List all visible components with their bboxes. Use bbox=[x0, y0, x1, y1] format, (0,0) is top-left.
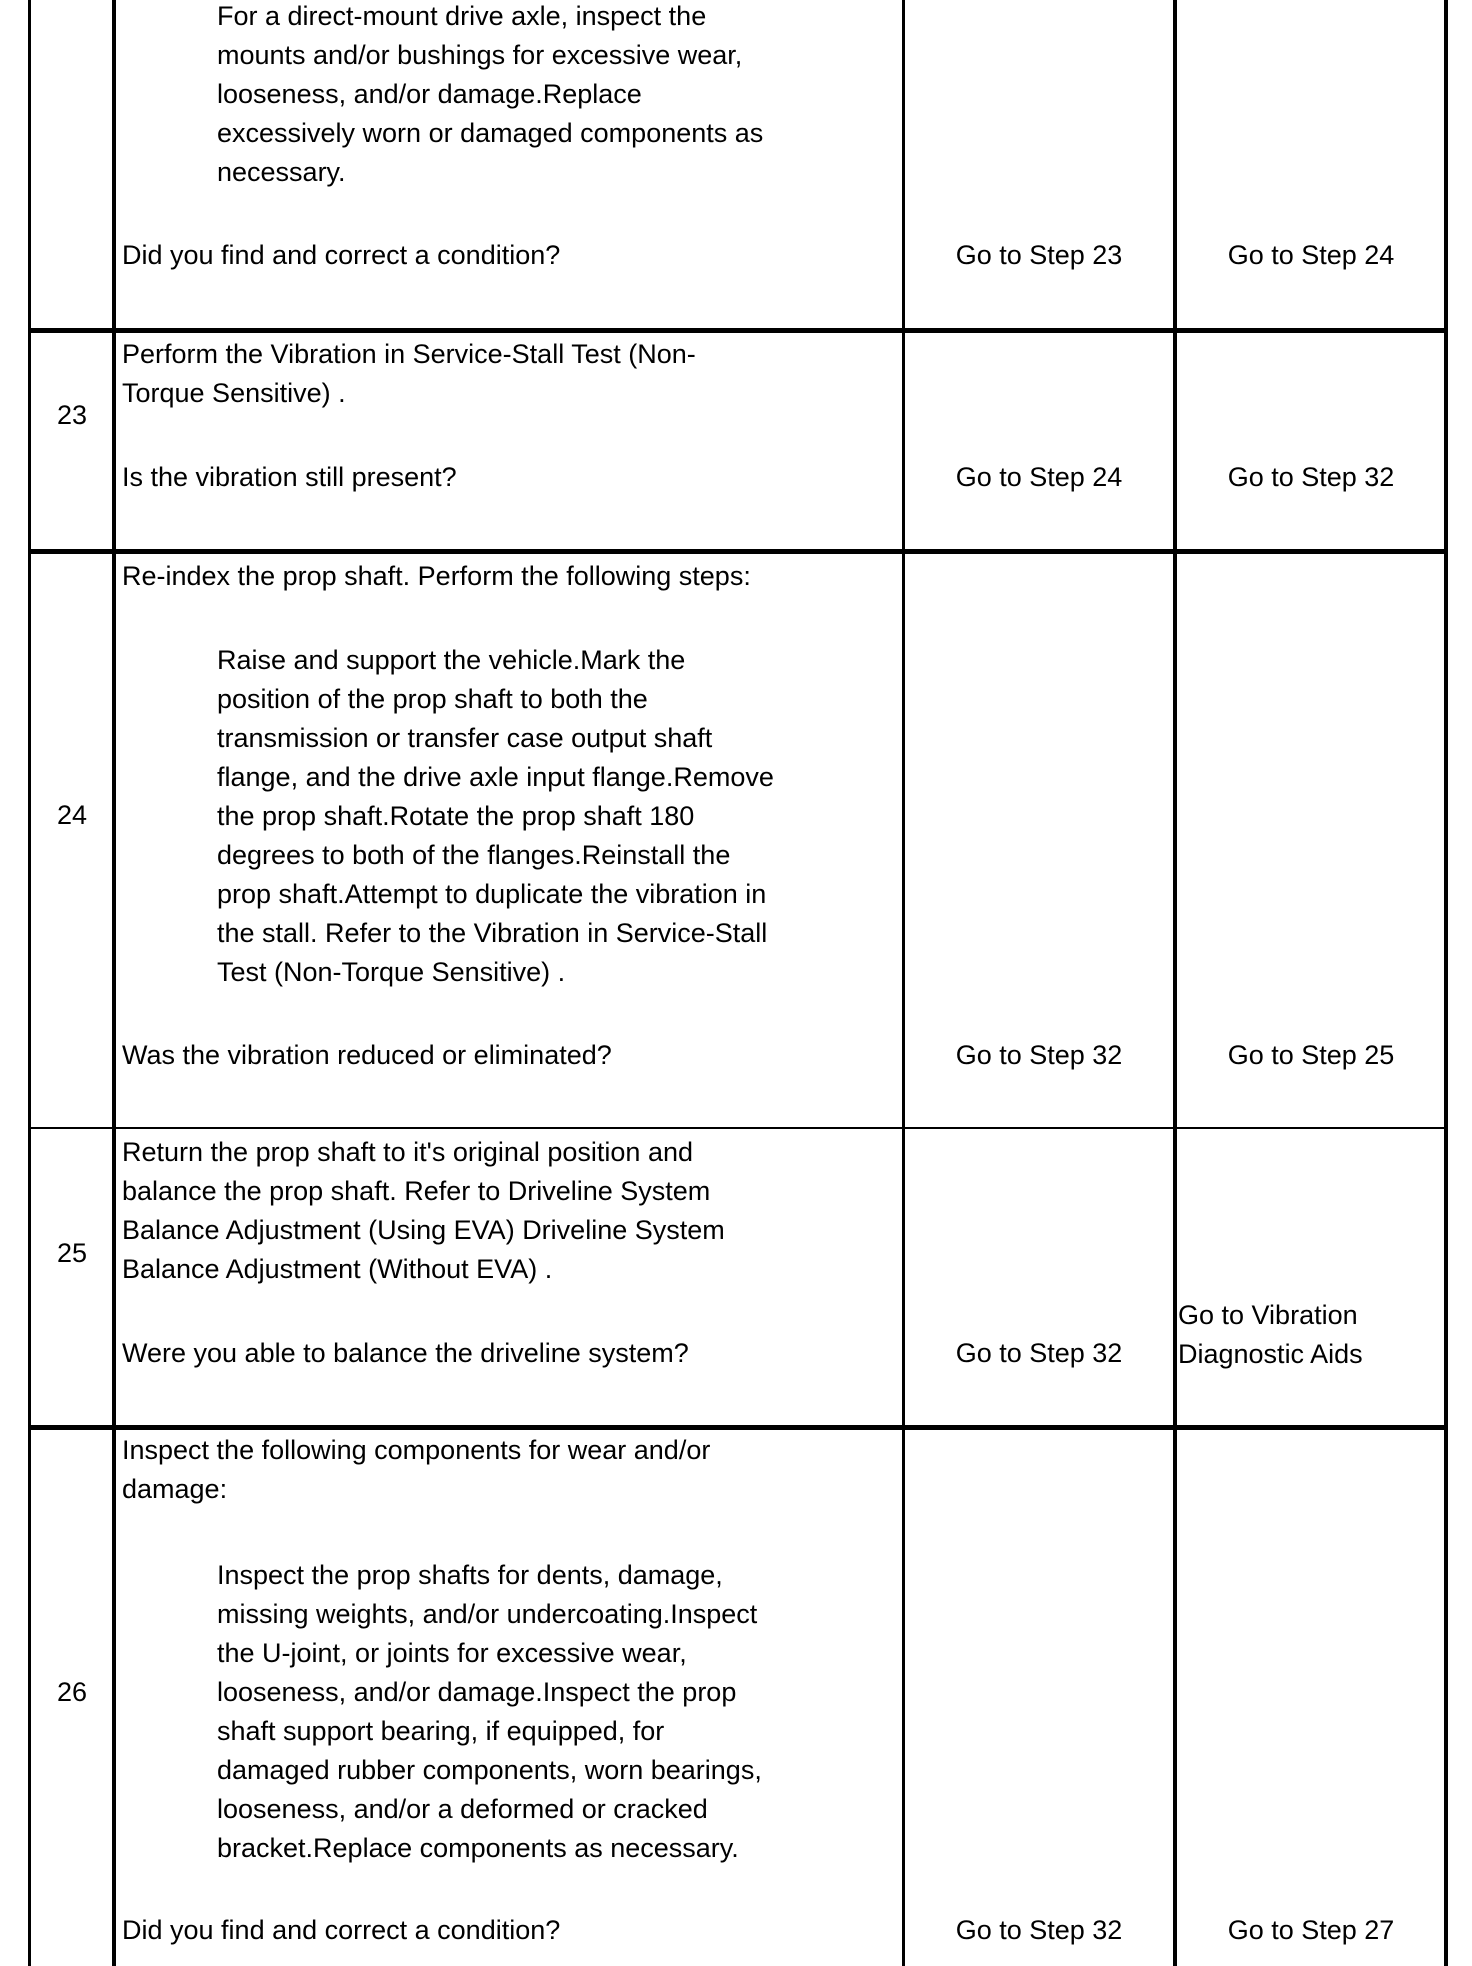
no-action-line: Go to Step 24 bbox=[1227, 240, 1395, 270]
detail-line: flange, and the drive axle input flange.Remove bbox=[217, 762, 774, 792]
detail-line: looseness, and/or damage.Replace bbox=[217, 79, 642, 109]
instruction-line: Balance Adjustment (Without EVA) . bbox=[122, 1254, 553, 1284]
step-question: Were you able to balance the driveline system? bbox=[122, 1338, 689, 1368]
table-border-left bbox=[28, 0, 31, 1966]
detail-line: transmission or transfer case output shaft bbox=[217, 723, 713, 753]
no-action-line: Go to Step 27 bbox=[1227, 1915, 1395, 1945]
column-divider bbox=[902, 0, 905, 1966]
no-action-line: Go to Step 25 bbox=[1227, 1040, 1395, 1070]
yes-action: Go to Step 32 bbox=[955, 1040, 1123, 1070]
detail-line: missing weights, and/or undercoating.Inspect bbox=[217, 1599, 758, 1629]
yes-action: Go to Step 32 bbox=[955, 1338, 1123, 1368]
no-action bbox=[1175, 236, 1447, 275]
instruction-line: Re-index the prop shaft. Perform the following steps: bbox=[122, 561, 751, 591]
no-action bbox=[1175, 1036, 1447, 1075]
detail-line: bracket.Replace components as necessary. bbox=[217, 1833, 739, 1863]
detail-line: Test (Non-Torque Sensitive) . bbox=[217, 957, 566, 987]
row-divider bbox=[30, 1127, 1447, 1129]
detail-line: damaged rubber components, worn bearings, bbox=[217, 1755, 762, 1785]
step-question: Did you find and correct a condition? bbox=[122, 240, 561, 270]
no-action-line: Go to Vibration bbox=[1178, 1300, 1358, 1330]
detail-line: necessary. bbox=[217, 157, 346, 187]
detail-line: shaft support bearing, if equipped, for bbox=[217, 1716, 665, 1746]
yes-action: Go to Step 24 bbox=[955, 462, 1123, 492]
detail-line: the stall. Refer to the Vibration in Service-Stall bbox=[217, 918, 768, 948]
step-instruction bbox=[122, 335, 696, 413]
detail-line: the prop shaft.Rotate the prop shaft 180 bbox=[217, 801, 695, 831]
step-details bbox=[217, 1556, 762, 1868]
row-divider bbox=[30, 328, 1447, 333]
no-action bbox=[1178, 1296, 1363, 1374]
no-action bbox=[1175, 1911, 1447, 1950]
instruction-line: Balance Adjustment (Using EVA) Driveline System bbox=[122, 1215, 725, 1245]
step-number: 25 bbox=[56, 1238, 88, 1268]
detail-line: prop shaft.Attempt to duplicate the vibration in bbox=[217, 879, 767, 909]
step-instruction bbox=[122, 557, 751, 596]
row-divider bbox=[30, 549, 1447, 554]
detail-line: position of the prop shaft to both the bbox=[217, 684, 648, 714]
instruction-line: Perform the Vibration in Service-Stall Test (Non- bbox=[122, 339, 696, 369]
no-action bbox=[1175, 458, 1447, 497]
detail-line: looseness, and/or damage.Inspect the prop bbox=[217, 1677, 737, 1707]
yes-action: Go to Step 32 bbox=[955, 1915, 1123, 1945]
step-question: Did you find and correct a condition? bbox=[122, 1915, 561, 1945]
instruction-line: damage: bbox=[122, 1474, 228, 1504]
detail-line: looseness, and/or a deformed or cracked bbox=[217, 1794, 708, 1824]
instruction-line: balance the prop shaft. Refer to Driveline System bbox=[122, 1176, 711, 1206]
step-question: Is the vibration still present? bbox=[122, 462, 457, 492]
detail-line: excessively worn or damaged components as bbox=[217, 118, 764, 148]
step-details bbox=[217, 641, 774, 992]
column-divider bbox=[112, 0, 116, 1966]
instruction-line: Inspect the following components for wear and/or bbox=[122, 1435, 711, 1465]
no-action-line: Diagnostic Aids bbox=[1178, 1339, 1363, 1369]
no-action-line: Go to Step 32 bbox=[1227, 462, 1395, 492]
detail-line: the U-joint, or joints for excessive wear, bbox=[217, 1638, 687, 1668]
step-question: Was the vibration reduced or eliminated? bbox=[122, 1040, 612, 1070]
step-number: 23 bbox=[56, 400, 88, 430]
row-divider bbox=[30, 1425, 1447, 1430]
detail-line: Raise and support the vehicle.Mark the bbox=[217, 645, 686, 675]
detail-line: mounts and/or bushings for excessive wear, bbox=[217, 40, 743, 70]
detail-line: For a direct-mount drive axle, inspect the bbox=[217, 1, 707, 31]
detail-line: Inspect the prop shafts for dents, damage, bbox=[217, 1560, 723, 1590]
column-divider bbox=[1173, 0, 1177, 1966]
step-details bbox=[217, 0, 763, 192]
step-instruction bbox=[122, 1133, 725, 1289]
step-number: 26 bbox=[56, 1677, 88, 1707]
detail-line: degrees to both of the flanges.Reinstall the bbox=[217, 840, 731, 870]
step-number: 24 bbox=[56, 800, 88, 830]
instruction-line: Return the prop shaft to it's original position and bbox=[122, 1137, 693, 1167]
step-instruction bbox=[122, 1431, 710, 1509]
instruction-line: Torque Sensitive) . bbox=[122, 378, 346, 408]
table-border-right bbox=[1444, 0, 1448, 1966]
yes-action: Go to Step 23 bbox=[955, 240, 1123, 270]
